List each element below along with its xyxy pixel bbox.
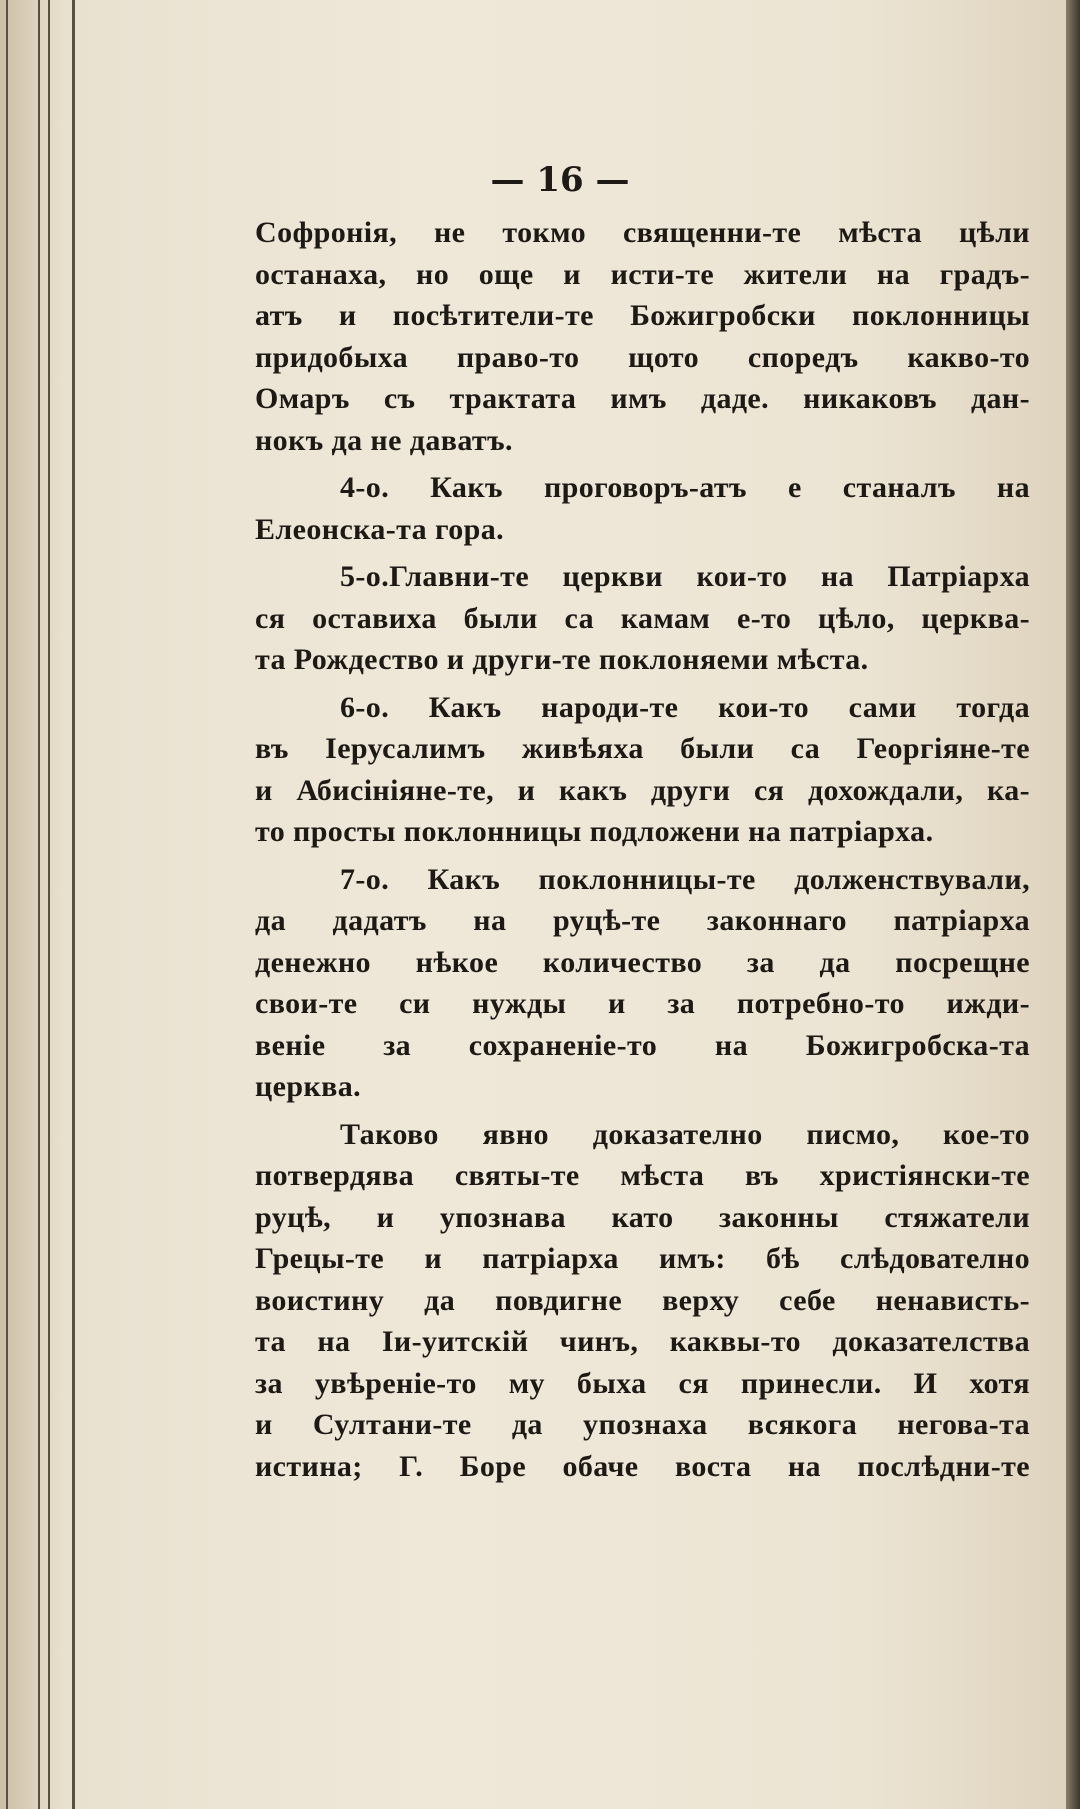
page-edge-line <box>48 0 50 1809</box>
text-line: ся оставиха были са камам е-то цѣло, церква- <box>255 601 1030 635</box>
text-line: истина; Г. Боре обаче воста на послѣдни-те <box>255 1449 1030 1483</box>
text-line: атъ и посѣтители-те Божигробски поклонницы <box>255 299 1030 332</box>
body-text <box>255 212 1030 1487</box>
text-line: веніе за сохраненіе-то на Божигробска-та <box>255 1028 1030 1062</box>
text-line: Елеонска-та гора. <box>255 512 505 546</box>
text-line: руцѣ, и упознава като законны стяжатели <box>255 1200 1030 1234</box>
text-line: придобыха право-то щото споредъ какво-то <box>255 340 1030 374</box>
text-line: та Рождество и други-те поклоняеми мѣста. <box>255 643 869 676</box>
page-edge-line <box>6 0 8 1809</box>
text-line: денежно нѣкое количество за да посрещне <box>255 945 1030 979</box>
text-line: Софронія, не токмо священни-те мѣста цѣли <box>255 216 1030 249</box>
text-line: 6-о. Какъ народи-те кои-то сами тогда <box>340 690 1030 724</box>
text-line: и Султани-те да упознаха всякога негова-та <box>255 1408 1030 1441</box>
text-line: нокъ да не даватъ. <box>255 423 513 457</box>
text-line: въ Іерусалимъ живѣяха были са Георгіяне-те <box>255 732 1030 765</box>
text-line: 7-о. Какъ поклонницы-те долженствували, <box>340 862 1030 896</box>
text-line: за увѣреніе-то му быха ся принесли. И хотя <box>255 1366 1030 1400</box>
text-line: та на Іи-уитскій чинъ, каквы-то доказателства <box>255 1325 1030 1358</box>
text-line: церква. <box>255 1070 362 1103</box>
page-edge-line <box>38 0 40 1809</box>
text-line: свои-те си нужды и за потребно-то ижди- <box>255 987 1030 1020</box>
text-line: Грецы-те и патріарха имъ: бѣ слѣдователно <box>255 1242 1030 1275</box>
text-line: 5-о.Главни-те церкви кои-то на Патріарха <box>340 560 1030 593</box>
text-line: Таково явно доказателно писмо, кое-то <box>340 1117 1030 1151</box>
page-edge-line <box>72 0 75 1809</box>
page-number: — 16 — <box>490 160 630 200</box>
text-line: потвердява святы-те мѣста въ христіянски-те <box>255 1159 1030 1192</box>
text-line: и Абисініяне-те, и какъ други ся дохождали, ка- <box>255 773 1030 807</box>
text-line: воистину да повдигне верху себе ненависть- <box>255 1283 1030 1317</box>
text-line: Омаръ съ трактата имъ даде. никаковъ дан- <box>255 382 1030 415</box>
text-line: 4-о. Какъ проговоръ-атъ е станалъ на <box>340 471 1030 504</box>
text-line: останаха, но още и исти-те жители на градъ- <box>255 257 1030 291</box>
text-line: да дадатъ на руцѣ-те законнаго патріарха <box>255 904 1030 937</box>
binding-shadow <box>1066 0 1080 1809</box>
text-line: то просты поклонницы подложени на патріарха. <box>255 815 934 848</box>
